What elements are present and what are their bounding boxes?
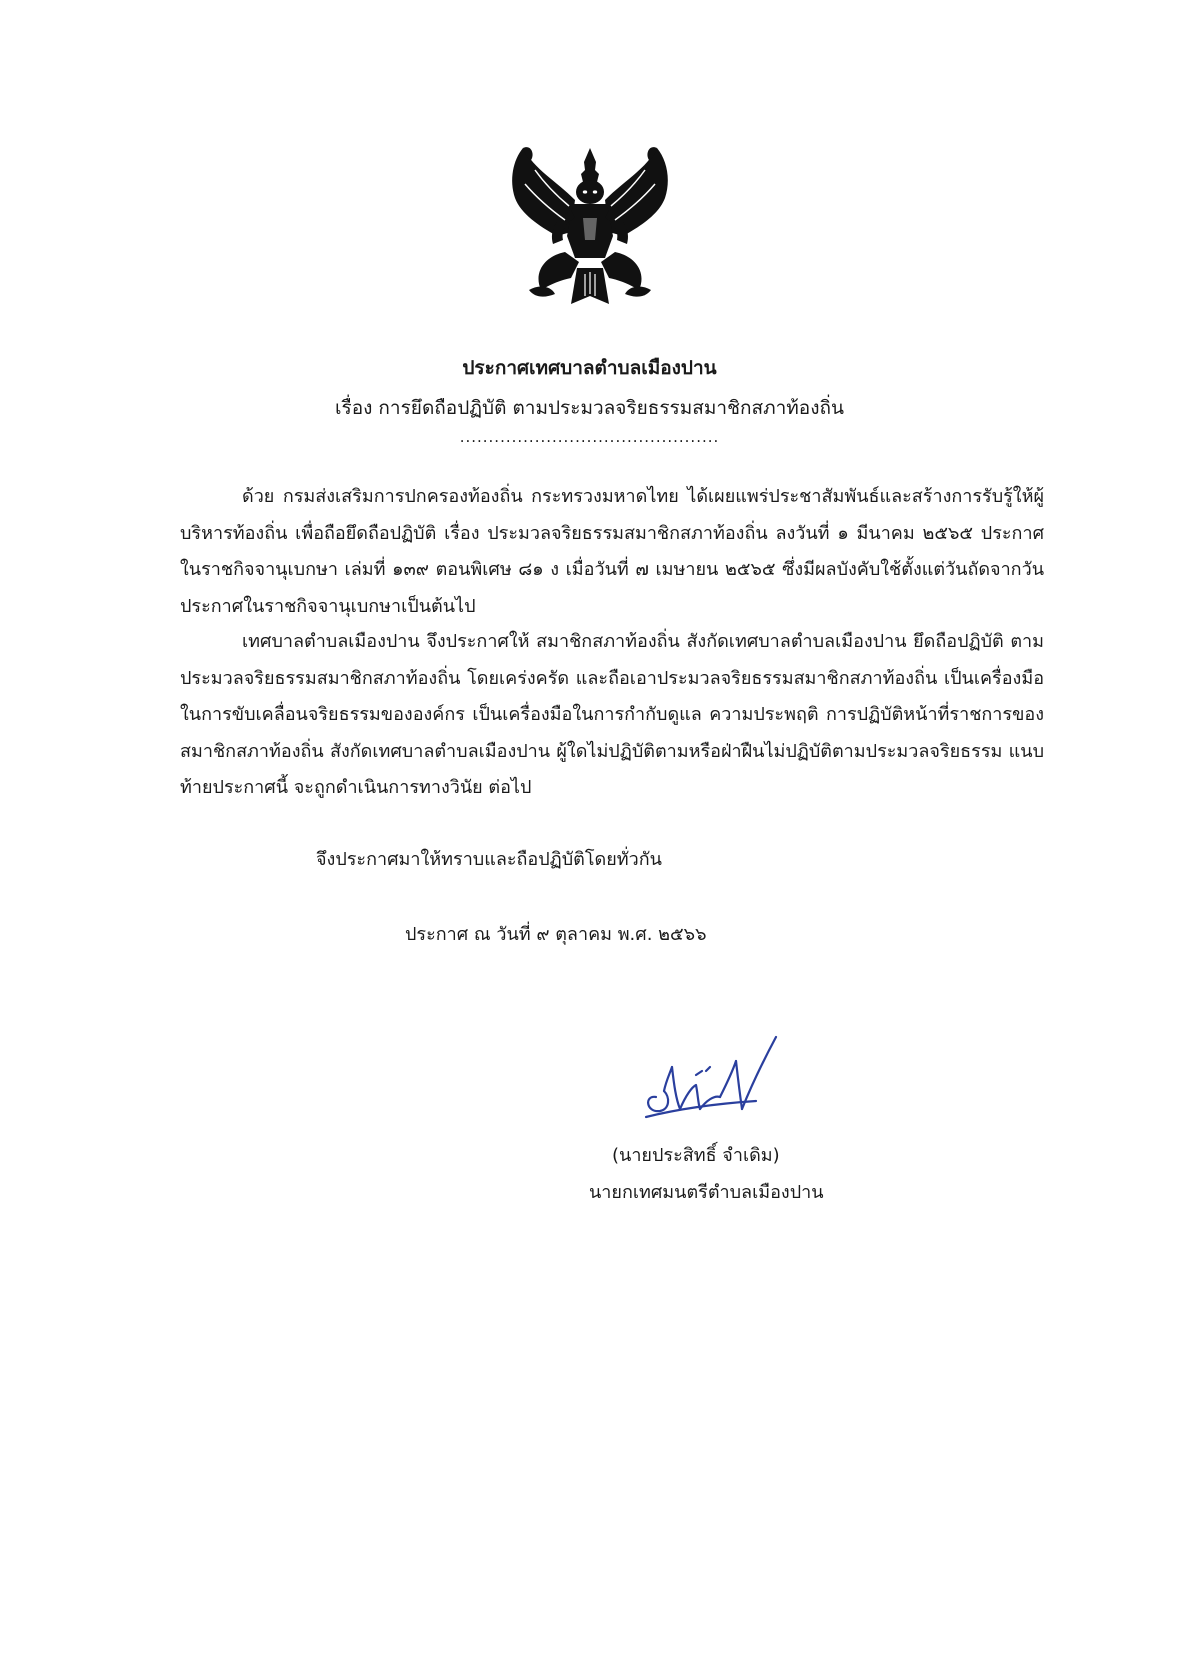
- garuda-emblem: [505, 140, 675, 312]
- document-subject: เรื่อง การยึดถือปฏิบัติ ตามประมวลจริยธรรมสมาชิกสภาท้องถิ่น: [335, 397, 844, 419]
- title-separator: .............................................: [459, 428, 720, 446]
- announcement-date: ประกาศ ณ วันที่ ๙ ตุลาคม พ.ศ. ๒๕๖๖: [405, 924, 707, 945]
- body-paragraph-2: เทศบาลตำบลเมืองปาน จึงประกาศให้ สมาชิกสภาท้องถิ่น สังกัดเทศบาลตำบลเมืองปาน ยึดถือปฏิบัติ ตามประมวลจริยธรรมสมาชิกสภาท้องถิ่น โดยเคร่งครัด และถือเอาประมวลจริยธรรมสมาชิกสภาท้องถิ่น เป็นเครื่องมือในการขับเคลื่อนจริยธรรมขององค์กร เป็นเครื่องมือในการกำกับดูแล ความประพฤติ การปฏิบัติหน้าที่ราชการของสมาชิกสภาท้องถิ่น สังกัดเทศบาลตำบลเมืองปาน ผู้ใดไม่ปฏิบัติตามหรือฝ่าฝืนไม่ปฏิบัติตามประมวลจริยธรรม แนบท้ายประกาศนี้ จะถูกดำเนินการทางวินัย ต่อไป: [180, 631, 1044, 798]
- closing-statement: จึงประกาศมาให้ทราบและถือปฏิบัติโดยทั่วกัน: [316, 849, 662, 870]
- handwritten-signature: [636, 1025, 786, 1125]
- document-title: ประกาศเทศบาลตำบลเมืองปาน: [462, 357, 717, 379]
- body-paragraph-1: ด้วย กรมส่งเสริมการปกครองท้องถิ่น กระทรวงมหาดไทย ได้เผยแพร่ประชาสัมพันธ์และสร้างการรับรู้ให้ผู้บริหารท้องถิ่น เพื่อถือยึดถือปฏิบัติ เรื่อง ประมวลจริยธรรมสมาชิกสภาท้องถิ่น ลงวันที่ ๑ มีนาคม ๒๕๖๕ ประกาศในราชกิจจานุเบกษา เล่มที่ ๑๓๙ ตอนพิเศษ ๘๑ ง เมื่อวันที่ ๗ เมษายน ๒๕๖๕ ซึ่งมีผลบังคับใช้ตั้งแต่วันถัดจากวันประกาศในราชกิจจานุเบกษาเป็นต้นไป: [180, 486, 1044, 617]
- signer-name: (นายประสิทธิ์ จำเดิม): [612, 1145, 780, 1166]
- signer-position: นายกเทศมนตรีตำบลเมืองปาน: [589, 1182, 824, 1203]
